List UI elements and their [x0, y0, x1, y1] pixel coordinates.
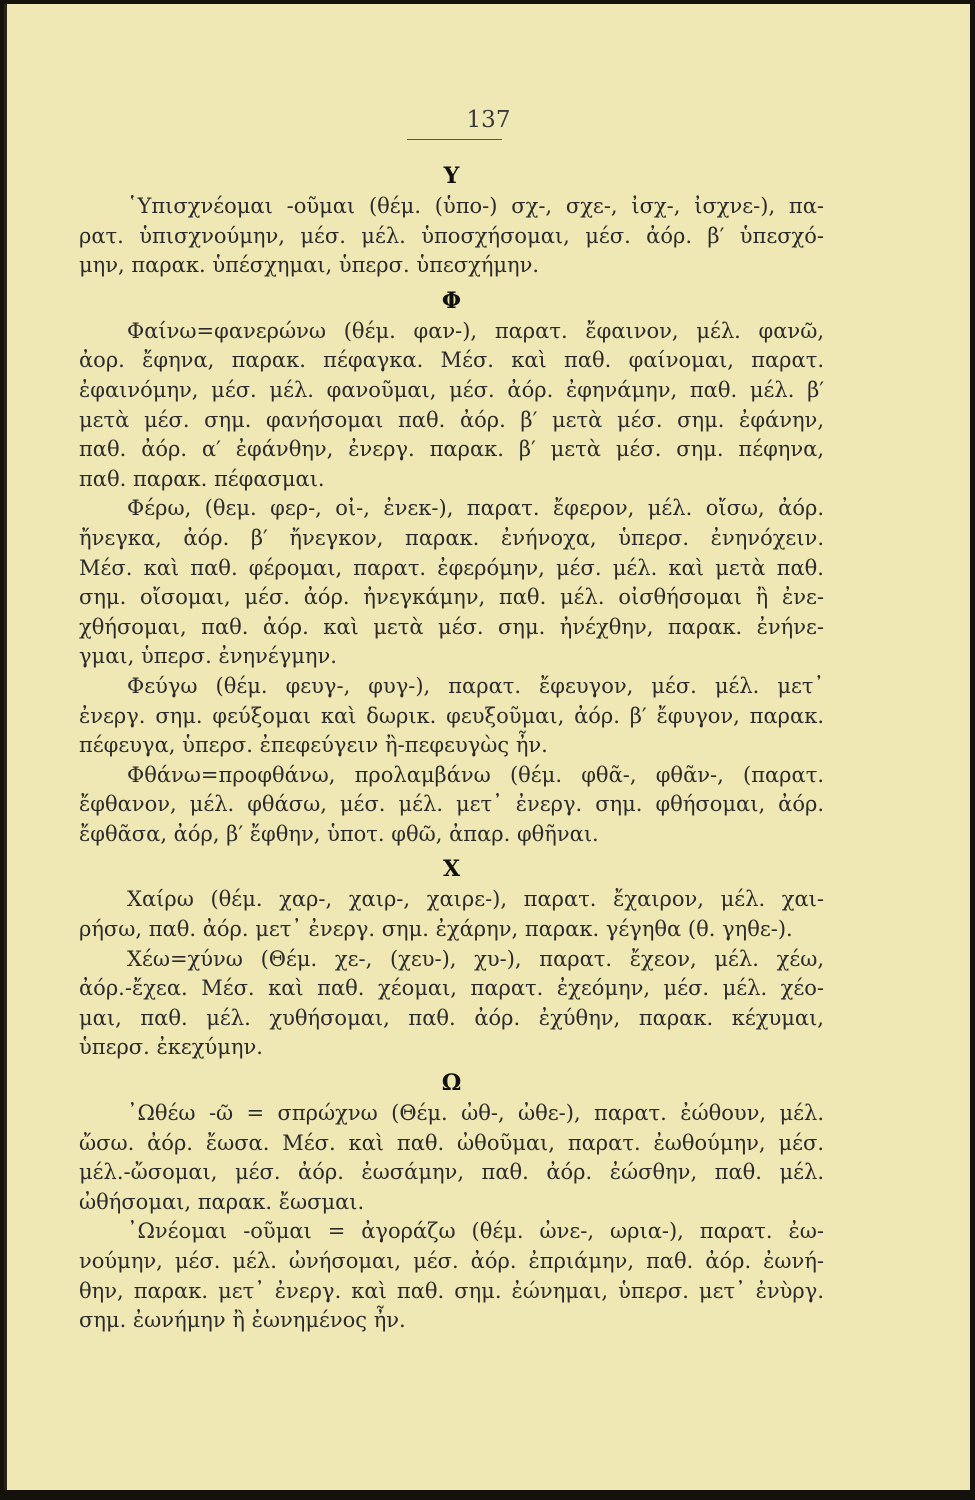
entry-line: ᾽Ωνέομαι -οῦμαι = ἀγοράζω (θέμ. ὠνε-, ωρια-), παρατ. ἐω- — [127, 1219, 824, 1244]
entry-line: γμαι, ὑπερσ. ἐνηνέγμην. — [79, 644, 337, 669]
entry-line: μαι, παθ. μέλ. χυθήσομαι, παθ. ἀόρ. ἐχύθην, παρακ. κέχυμαι, — [79, 1005, 824, 1030]
entry-line: Φθάνω=προφθάνω, προλαμβάνω (θέμ. φθᾶ-, φθᾶν-, (παρατ. — [127, 762, 824, 787]
entry-line: πέφευγα, ὑπερσ. ἐπεφεύγειν ἢ-πεφευγὼς ἦν. — [79, 733, 548, 758]
entry-line: ῾Υπισχνέομαι -οῦμαι (θέμ. (ὑπο-) σχ-, σχε-, ἰσχ-, ἰσχνε-), πα- — [127, 194, 824, 218]
section-omega — [79, 1063, 824, 1336]
entry-line: Φεύγω (θέμ. φευγ-, φυγ-), παρατ. ἔφευγον, μέσ. μέλ. μετ᾽ — [127, 673, 824, 698]
entry-line: ᾽Ωθέω -ῶ = σπρώχνω (Θέμ. ὠθ-, ὠθε-), παρατ. ἐώθουν, μέλ. — [127, 1101, 824, 1126]
entry-line: ἔφθανον, μέλ. φθάσω, μέσ. μέλ. μετ᾽ ἐνεργ. σημ. φθήσομαι, ἀόρ. — [79, 792, 824, 817]
section-letter: Φ — [441, 287, 462, 314]
verb-entry — [79, 494, 824, 672]
entry-line: Μέσ. καὶ παθ. φέρομαι, παρατ. ἐφερόμην, μέσ. μέλ. καὶ μετὰ παθ. — [79, 555, 824, 580]
entry-line: παθ. ἀόρ. α′ ἐφάνθην, ἐνεργ. παρακ. β′ μετὰ μέσ. σημ. πέφηνα, — [79, 437, 824, 462]
entry-line: μέλ.-ὤσομαι, μέσ. ἀόρ. ἐωσάμην, παθ. ἀόρ. ἐώσθην, παθ. μέλ. — [79, 1160, 824, 1185]
entry-line: θην, παρακ. μετ᾽ ἐνεργ. καὶ παθ. σημ. ἐώνημαι, ὑπερσ. μετ᾽ ἐνὺργ. — [79, 1278, 824, 1303]
verb-entry — [79, 885, 824, 944]
entry-line: ἐφαινόμην, μέσ. μέλ. φανοῦμαι, μέσ. ἀόρ. ἐφηνάμην, παθ. μέλ. β′ — [79, 377, 824, 402]
verb-entry — [79, 672, 824, 761]
verb-entry — [79, 317, 824, 495]
entry-line: ἤνεγκα, ἀόρ. β′ ἤνεγκον, παρακ. ἐνήνοχα, ὑπερσ. ἐνηνόχειν. — [79, 525, 824, 550]
verb-entry — [79, 1217, 824, 1335]
entry-line: ἔφθᾶσα, ἀόρ, β′ ἔφθην, ὑποτ. φθῶ, ἀπαρ. φθῆναι. — [79, 821, 599, 846]
entry-line: ἐνεργ. σημ. φεύξομαι καὶ δωρικ. φευξοῦμαι, ἀόρ. β′ ἔφυγον, παρακ. — [79, 703, 824, 728]
entry-line: Φαίνω=φανερώνω (θέμ. φαν-), παρατ. ἔφαινον, μέλ. φανῶ, — [127, 318, 824, 343]
book-page — [4, 4, 970, 1490]
section-chi — [79, 849, 824, 1063]
entry-line: Χέω=χύνω (Θέμ. χε-, (χευ-), χυ-), παρατ. ἔχεον, μέλ. χέω, — [127, 946, 824, 971]
entry-line: παθ. παρακ. πέφασμαι. — [79, 466, 325, 491]
entry-line: σημ. οἴσομαι, μέσ. ἀόρ. ἠνεγκάμην, παθ. μέλ. οἰσθήσομαι ἢ ἐνε- — [79, 585, 824, 610]
section-phi — [79, 281, 824, 850]
entry-line: ρατ. ὑπισχνούμην, μέσ. μέλ. ὑποσχήσομαι, μέσ. ἀόρ. β′ ὑπεσχό- — [79, 223, 824, 248]
section-letter: Υ — [443, 163, 460, 189]
entry-line: ἀορ. ἔφηνα, παρακ. πέφαγκα. Μέσ. καὶ παθ. φαίνομαι, παρατ. — [79, 348, 824, 373]
entry-line: νούμην, μέσ. μέλ. ὠνήσομαι, μέσ. ἀόρ. ἐπριάμην, παθ. ἀόρ. ἐωνή- — [79, 1249, 824, 1273]
entry-line: Χαίρω (θέμ. χαρ-, χαιρ-, χαιρε-), παρατ. ἔχαιρον, μέλ. χαι- — [127, 887, 824, 912]
page-number: 137 — [466, 107, 511, 133]
entry-line: Φέρω, (θεμ. φερ-, οἰ-, ἐνεκ-), παρατ. ἔφερον, μέλ. οἴσω, ἀόρ. — [127, 496, 824, 521]
entry-line: ὠθήσομαι, παρακ. ἔωσμαι. — [79, 1189, 365, 1214]
entry-line: ὑπερσ. ἐκεχύμην. — [79, 1035, 263, 1060]
entry-line: ἀόρ.-ἔχεα. Μέσ. καὶ παθ. χέομαι, παρατ. ἐχεόμην, μέσ. μέλ. χέο- — [79, 976, 824, 1001]
entry-line: ὤσω. ἀόρ. ἔωσα. Μέσ. καὶ παθ. ὠθοῦμαι, παρατ. ἐωθούμην, μέσ. — [79, 1130, 824, 1155]
verb-entry — [79, 192, 824, 281]
verb-entry — [79, 1099, 824, 1217]
entry-line: μην, παρακ. ὑπέσχημαι, ὑπερσ. ὑπεσχήμην. — [79, 253, 540, 278]
page-number-rule — [407, 139, 502, 140]
verb-entry — [79, 761, 824, 850]
entry-line: ρήσω, παθ. ἀόρ. μετ᾽ ἐνεργ. σημ. ἐχάρην, παρακ. γέγηθα (θ. γηθε-). — [79, 917, 793, 942]
entry-line: χθήσομαι, παθ. ἀόρ. καὶ μετὰ μέσ. σημ. ἠνέχθην, παρακ. ἐνήνε- — [79, 614, 824, 639]
page-body — [79, 156, 824, 1336]
entry-line: μετὰ μέσ. σημ. φανήσομαι παθ. ἀόρ. β′ μετὰ μέσ. σημ. ἐφάνην, — [79, 407, 824, 432]
section-ypsilon — [79, 156, 824, 281]
section-letter: Χ — [442, 856, 461, 883]
entry-line: σημ. ἐωνήμην ἢ ἐωνημένος ἦν. — [79, 1308, 406, 1333]
section-letter: Ω — [441, 1070, 462, 1097]
verb-entry — [79, 945, 824, 1063]
